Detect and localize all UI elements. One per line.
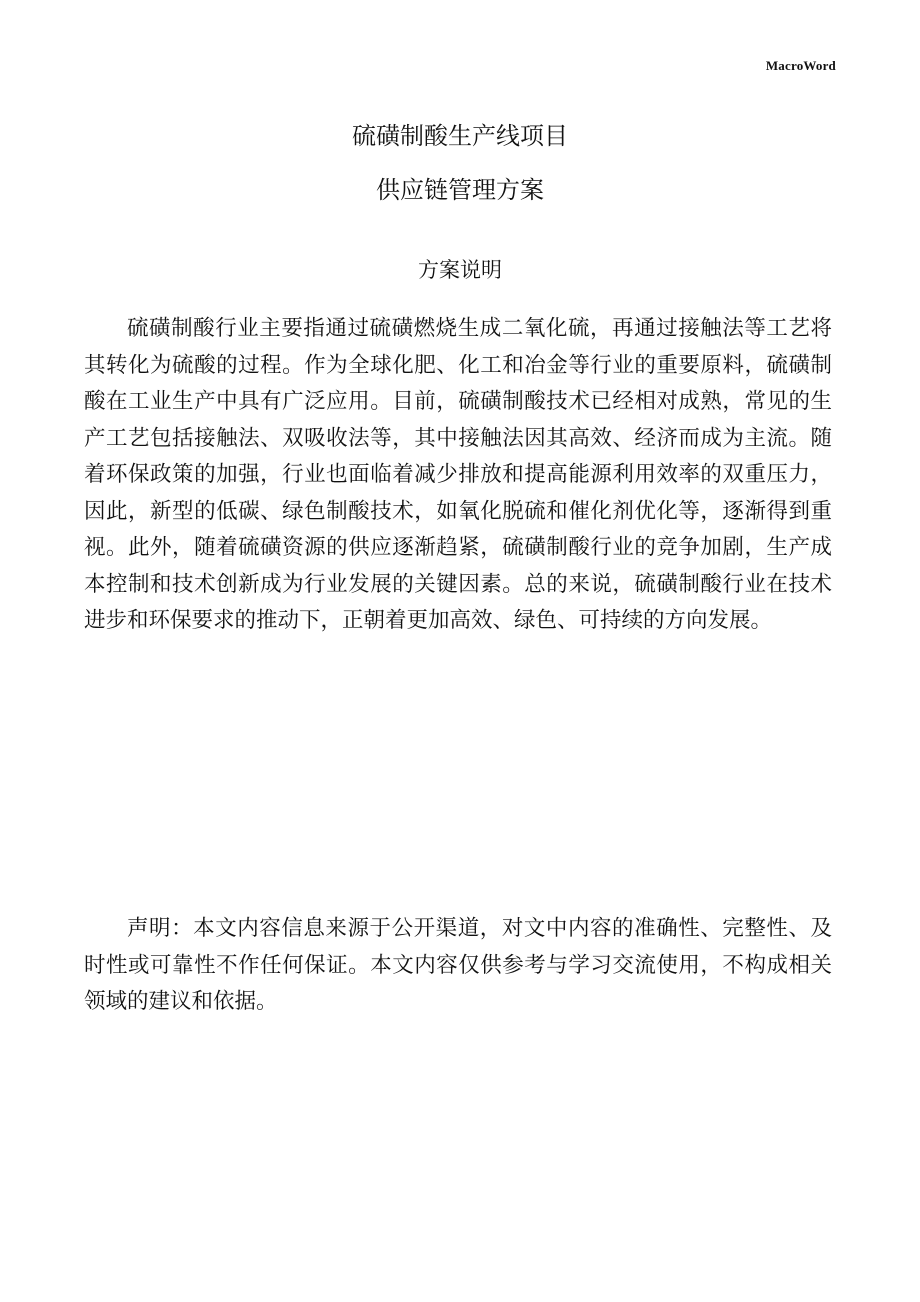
title-line-1: 硫磺制酸生产线项目	[352, 122, 568, 150]
body-paragraph-overview: 硫磺制酸行业主要指通过硫磺燃烧生成二氧化硫，再通过接触法等工艺将其转化为硫酸的过程。作为全球化肥、化工和冶金等行业的重要原料，硫磺制酸在工业生产中具有广泛应用。目前，硫磺制酸技术已经相对成熟，常见的生产工艺包括接触法、双吸收法等，其中接触法因其高效、经济而成为主流。随着环保政策的加强，行业也面临着减少排放和提高能源利用效率的双重压力，因此，新型的低碳、绿色制酸技术，如氧化脱硫和催化剂优化等，逐渐得到重视。此外，随着硫磺资源的供应逐渐趋紧，硫磺制酸行业的竞争加剧，生产成本控制和技术创新成为行业发展的关键因素。总的来说，硫磺制酸行业在技术进步和环保要求的推动下，正朝着更加高效、绿色、可持续的方向发展。	[84, 316, 832, 633]
document-title	[0, 120, 920, 228]
section-heading: 方案说明	[418, 258, 502, 282]
title-line-2: 供应链管理方案	[376, 176, 544, 204]
header-brand: MacroWord	[765, 58, 836, 73]
body-paragraph-disclaimer: 声明：本文内容信息来源于公开渠道，对文中内容的准确性、完整性、及时性或可靠性不作任何保证。本文内容仅供参考与学习交流使用，不构成相关领域的建议和依据。	[84, 916, 832, 1014]
